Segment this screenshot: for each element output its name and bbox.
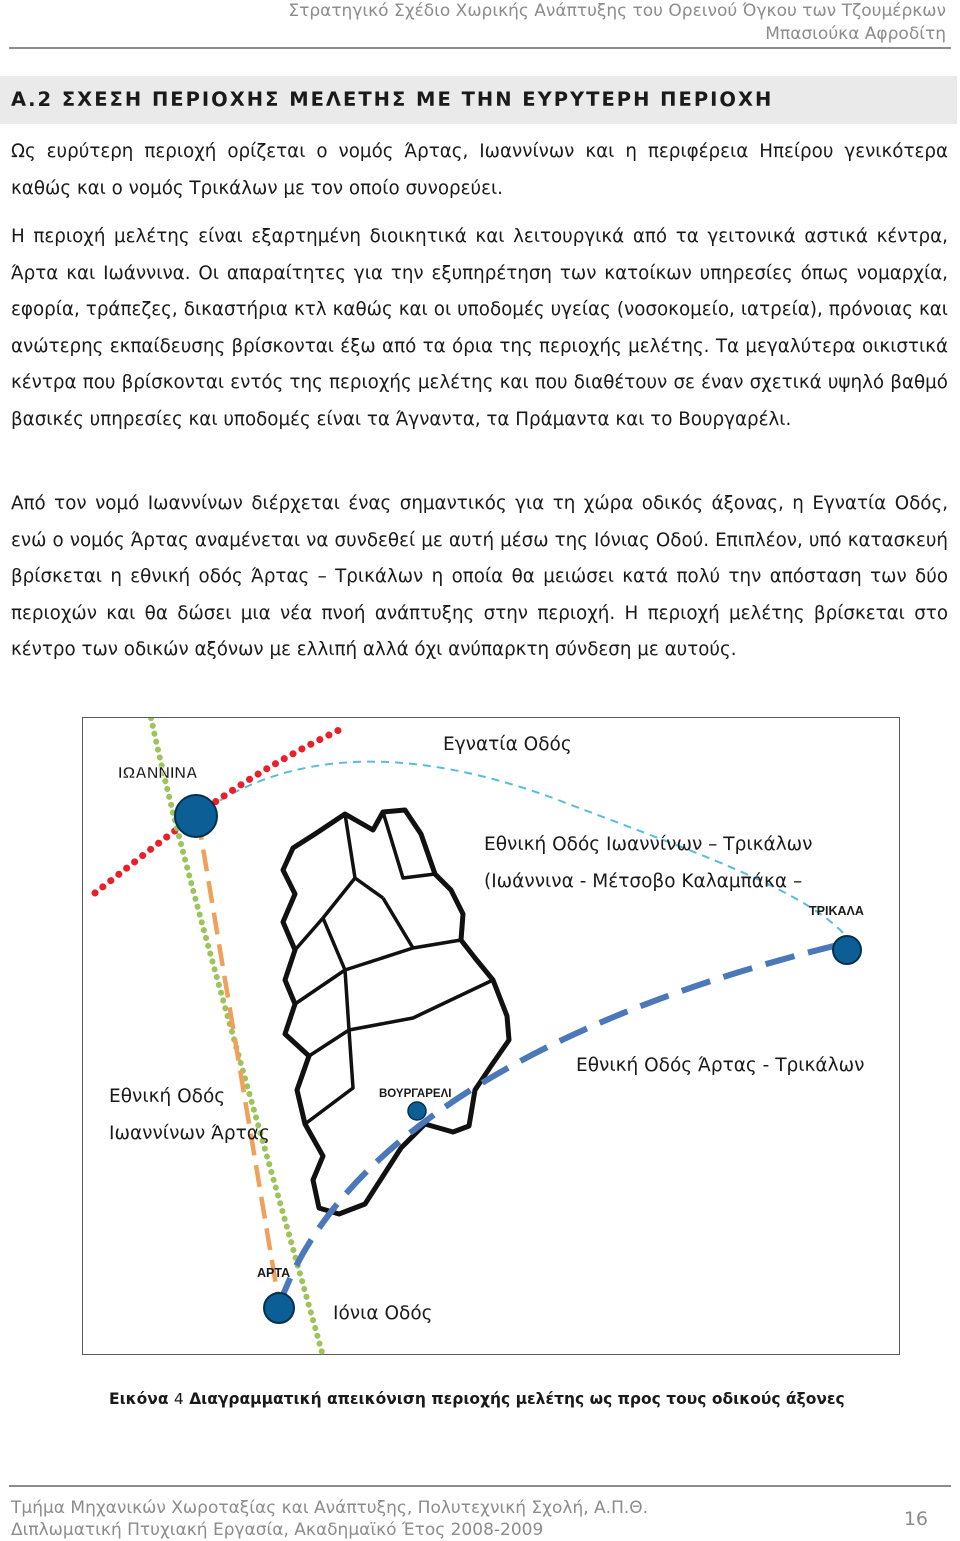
caption-number: 4 (173, 1390, 184, 1408)
arta-label: ΑΡΤΑ (257, 1266, 291, 1280)
ioannina-trikala-label-line1: Εθνική Οδός Ιωαννίνων – Τρικάλων (484, 834, 813, 855)
header-title: Στρατηγικό Σχέδιο Χωρικής Ανάπτυξης του Ορεινού Όγκου των Τζουμέρκων (288, 1, 946, 21)
page-header (288, 0, 946, 46)
caption-text: Διαγραμματική απεικόνιση περιοχής μελέτης ως προς τους οδικούς άξονες (189, 1390, 845, 1408)
page-footer (11, 1497, 648, 1541)
study-area-outline (283, 810, 509, 1214)
footer-rule (9, 1485, 951, 1487)
ioannina-arta-label-line1: Εθνική Οδός (109, 1086, 226, 1107)
ioannina-trikala-label-line2: (Ιωάννινα - Μέτσοβο Καλαμπάκα – (484, 871, 803, 892)
figure-map (83, 718, 901, 1356)
vourgareli-city-dot (408, 1102, 426, 1120)
road-axes-figure (82, 717, 900, 1355)
paragraph: Ως ευρύτερη περιοχή ορίζεται ο νομός Άρτας, Ιωαννίνων και η περιφέρεια Ηπείρου γενικότερα καθώς και ο νομός Τρικάλων με τον οποίο συνορεύει. (11, 141, 948, 199)
arta-city-dot (264, 1293, 294, 1323)
paragraph: Η περιοχή μελέτης είναι εξαρτημένη διοικητικά και λειτουργικά από τα γειτονικά αστικά κέντρα, Άρτα και Ιωάννινα. Οι απαραίτητες για την εξυπηρέτηση των κατοίκων υπηρεσίες όπως νομαρχία, εφορία, τράπεζες, δικαστήρια κτλ καθώς και οι υποδομές υγείας (νοσοκομείο, ιατρεία), πρόνοιας και ανώτερης εκπαίδευσης βρίσκονται έξω από τα όρια της περιοχής μελέτης. Τα μεγαλύτερα οικιστικά κέντρα που βρίσκονται εντός της περιοχής μελέτης και που διαθέτουν σε έναν σχετικά υψηλό βαθμό βασικές υπηρεσίες και υποδομές είναι τα Άγναντα, τα Πράμαντα και το Βουργαρέλι. (11, 226, 948, 430)
trikala-city-dot (833, 936, 861, 964)
ioannina-city-dot (175, 795, 217, 837)
header-rule (9, 47, 951, 49)
footer-department: Τμήμα Μηχανικών Χωροταξίας και Ανάπτυξης, Πολυτεχνική Σχολή, Α.Π.Θ. (11, 1498, 649, 1518)
page-number: 16 (903, 1508, 928, 1530)
section-heading: Α.2 ΣΧΕΣΗ ΠΕΡΙΟΧΗΣ ΜΕΛΕΤΗΣ ΜΕ ΤΗΝ ΕΥΡΥΤΕΡΗ ΠΕΡΙΟΧΗ (0, 76, 957, 124)
vourgareli-label: ΒΟΥΡΓΑΡΕΛΙ (379, 1088, 452, 1100)
ioannina-arta-label-line2: Ιωαννίνων Άρτας (109, 1123, 270, 1144)
paragraph: Από τον νομό Ιωαννίνων διέρχεται ένας σημαντικός για τη χώρα οδικός άξονας, η Εγνατία Οδός, ενώ ο νομός Άρτας αναμένεται να συνδεθεί με αυτή μέσω της Ιόνιας Οδού. Επιπλέον, υπό κατασκευή βρίσκεται η εθνική οδός Άρτας – Τρικάλων η οποία θα μειώσει κατά πολύ την απόσταση των δύο περιοχών και θα δώσει μια νέα πνοή ανάπτυξης στην περιοχή. Η περιοχή μελέτης βρίσκεται στο κέντρο των οδικών αξόνων με ελλιπή αλλά όχι ανύπαρκτη σύνδεση με αυτούς. (11, 493, 948, 660)
trikala-label: ΤΡΙΚΑΛΑ (809, 904, 864, 918)
ioannina-arta-road-line (198, 818, 279, 1303)
arta-trikala-label: Εθνική Οδός Άρτας - Τρικάλων (576, 1055, 865, 1076)
ionia-label: Ιόνια Οδός (333, 1303, 433, 1324)
ioannina-label: ΙΩΑΝΝΙΝΑ (118, 765, 198, 782)
footer-thesis: Διπλωματική Πτυχιακή Εργασία, Ακαδημαϊκό Έτος 2008-2009 (11, 1520, 544, 1540)
caption-prefix: Εικόνα (109, 1390, 169, 1408)
header-author: Μπασιούκα Αφροδίτη (765, 24, 946, 44)
egnatia-label: Εγνατία Οδός (443, 734, 572, 755)
figure-caption (109, 1390, 845, 1408)
